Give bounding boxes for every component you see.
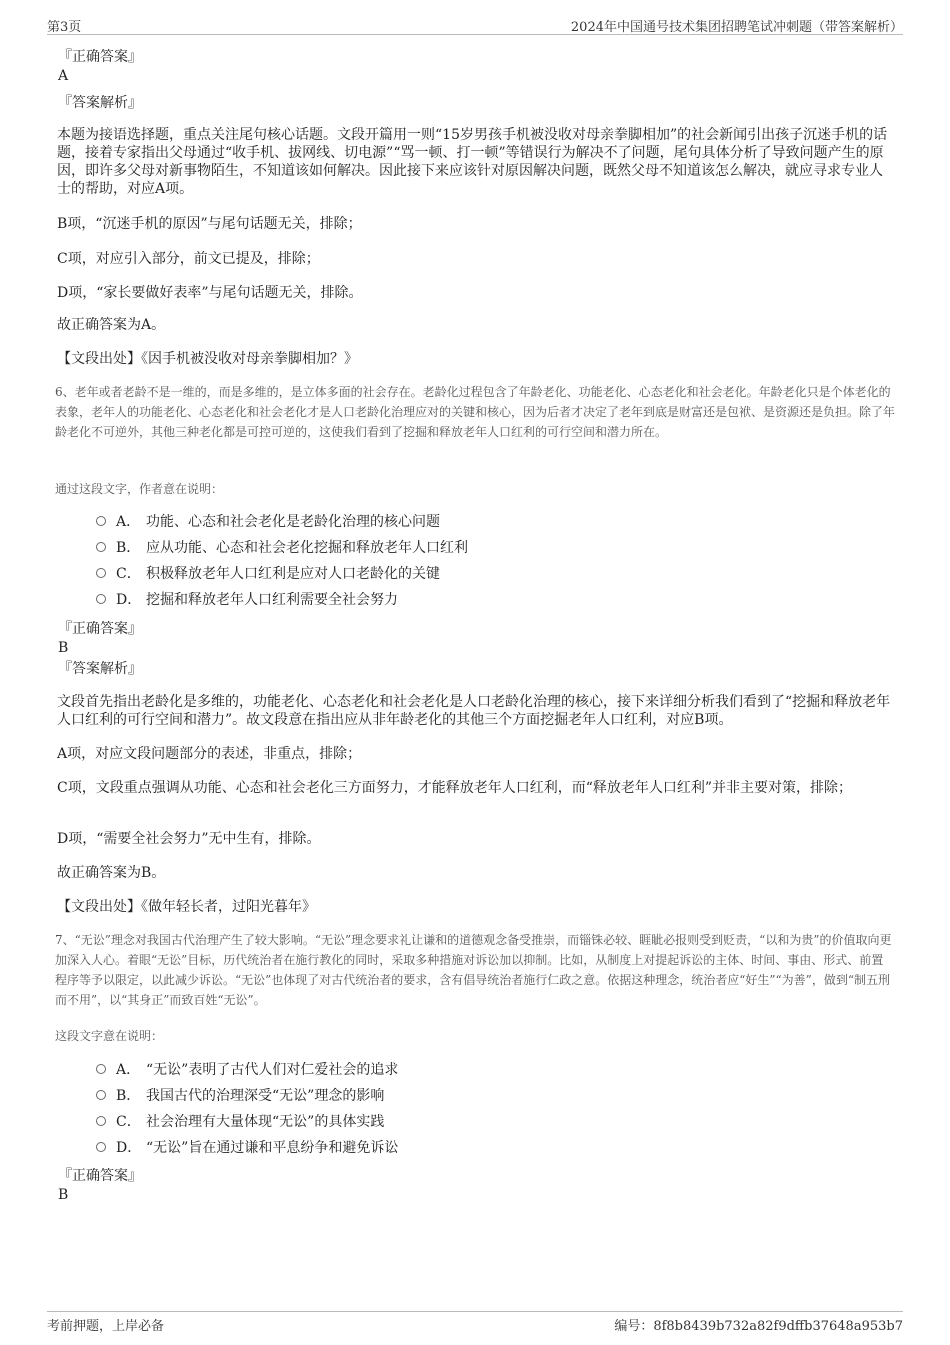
radio-icon[interactable] [96, 1116, 106, 1126]
source-citation: 【文段出处】《做年轻长者，过阳光暮年》 [57, 899, 316, 915]
radio-icon[interactable] [96, 542, 106, 552]
answer-label: 『正确答案』 [58, 49, 142, 65]
analysis-paragraph: 故正确答案为A。 [57, 317, 166, 333]
question-prompt: 这段文字意在说明： [55, 1029, 164, 1043]
analysis-paragraph: 文段首先指出老龄化是多维的，功能老化、心态老化和社会老化是人口老龄化治理的核心，接下来详细分析我们看到了“挖掘和释放老年人口红利的可行空间和潜力”。故文段意在指出应从非年龄老化的其他三个方面挖掘老年人口红利，对应B项。 [57, 694, 891, 728]
radio-icon[interactable] [96, 516, 106, 526]
page-header [47, 14, 903, 35]
radio-icon[interactable] [96, 594, 106, 604]
footer-slogan: 考前押题，上岸必备 [47, 1319, 165, 1334]
option-c[interactable]: C． 积极释放老年人口红利是应对人口老龄化的关键 [96, 564, 440, 584]
question-prompt: 通过这段文字，作者意在说明： [55, 482, 224, 496]
document-id: 编号：8f8b8439b732a82f9dffb37648a953b7 [614, 1319, 903, 1334]
answer-label: 『正确答案』 [58, 621, 142, 637]
analysis-label: 『答案解析』 [58, 661, 142, 677]
analysis-paragraph: B项，“沉迷手机的原因”与尾句话题无关，排除； [57, 216, 362, 232]
option-a[interactable]: A． “无讼”表明了古代人们对仁爱社会的追求 [96, 1060, 398, 1080]
analysis-paragraph: 本题为接语选择题，重点关注尾句核心话题。文段开篇用一则“15岁男孩手机被没收对母亲拳脚相加”的社会新闻引出孩子沉迷手机的话题，接着专家指出父母通过“收手机、拔网线、切电源”“骂一顿、打一顿”等错误行为解决不了问题，尾句具体分析了导致问题产生的原因，即许多父母对新事物陌生，不知道该如何解决。因此接下来应该针对原因解决问题，既然父母不知道该怎么解决，就应寻求专业人士的帮助，对应A项。 [57, 127, 888, 197]
radio-icon[interactable] [96, 1142, 106, 1152]
answer-label: 『正确答案』 [58, 1168, 142, 1184]
radio-icon[interactable] [96, 568, 106, 578]
page-number: 第3页 [47, 20, 82, 35]
document-title: 2024年中国通号技术集团招聘笔试冲刺题（带答案解析） [570, 20, 903, 35]
analysis-paragraph: D项，“家长要做好表率”与尾句话题无关，排除。 [57, 285, 363, 301]
option-d[interactable]: D． 挖掘和释放老年人口红利需要全社会努力 [96, 590, 398, 610]
analysis-paragraph: A项，对应文段问题部分的表述，非重点，排除； [57, 746, 362, 762]
analysis-label: 『答案解析』 [58, 95, 142, 111]
source-citation: 【文段出处】《因手机被没收对母亲拳脚相加？》 [57, 351, 358, 367]
radio-icon[interactable] [96, 1090, 106, 1100]
answer-value: B [58, 1187, 69, 1203]
option-c[interactable]: C． 社会治理有大量体现“无讼”的具体实践 [96, 1112, 384, 1132]
analysis-paragraph: 故正确答案为B。 [57, 865, 166, 881]
question-stem: 6、老年或者老龄不是一维的，而是多维的，是立体多面的社会存在。老龄化过程包含了年龄老化、功能老化、心态老化和社会老化。年龄老化只是个体老化的表象，老年人的功能老化、心态老化和社会老化才是人口老龄化治理应对的关键和核心，因为后者才决定了老年到底是财富还是包袱、是资源还是负担。除了年龄老化不可逆外，其他三种老化都是可控可逆的，这使我们看到了挖掘和释放老年人口红利的可行空间和潜力所在。 [55, 385, 896, 439]
answer-value: B [58, 640, 69, 656]
answer-value: A [58, 68, 69, 84]
page-footer [47, 1311, 903, 1334]
option-a[interactable]: A． 功能、心态和社会老化是老龄化治理的核心问题 [96, 512, 440, 532]
option-b[interactable]: B． 我国古代的治理深受“无讼”理念的影响 [96, 1086, 384, 1106]
analysis-paragraph: C项，文段重点强调从功能、心态和社会老化三方面努力，才能释放老年人口红利，而“释放老年人口红利”并非主要对策，排除； [57, 780, 853, 796]
question-stem: 7、“无讼”理念对我国古代治理产生了较大影响。“无讼”理念要求礼让谦和的道德观念备受推崇，而锱铢必较、睚眦必报则受到贬责，“以和为贵”的价值取向更加深入人心。着眼“无讼”目标，历代统治者在施行教化的同时，采取多种措施对诉讼加以抑制。比如，从制度上对提起诉讼的主体、时间、事由、形式、前置程序等予以限定，以此减少诉讼。“无讼”也体现了对古代统治者的要求，含有倡导统治者施行仁政之意。依据这种理念，统治者应“好生”“为善”，做到“制五刑而不用”，以“其身正”而致百姓“无讼”。 [55, 933, 892, 1007]
option-d[interactable]: D． “无讼”旨在通过谦和平息纷争和避免诉讼 [96, 1138, 398, 1158]
option-b[interactable]: B． 应从功能、心态和社会老化挖掘和释放老年人口红利 [96, 538, 468, 558]
radio-icon[interactable] [96, 1064, 106, 1074]
analysis-paragraph: D项，“需要全社会努力”无中生有，排除。 [57, 831, 321, 847]
analysis-paragraph: C项，对应引入部分，前文已提及，排除； [57, 251, 320, 267]
